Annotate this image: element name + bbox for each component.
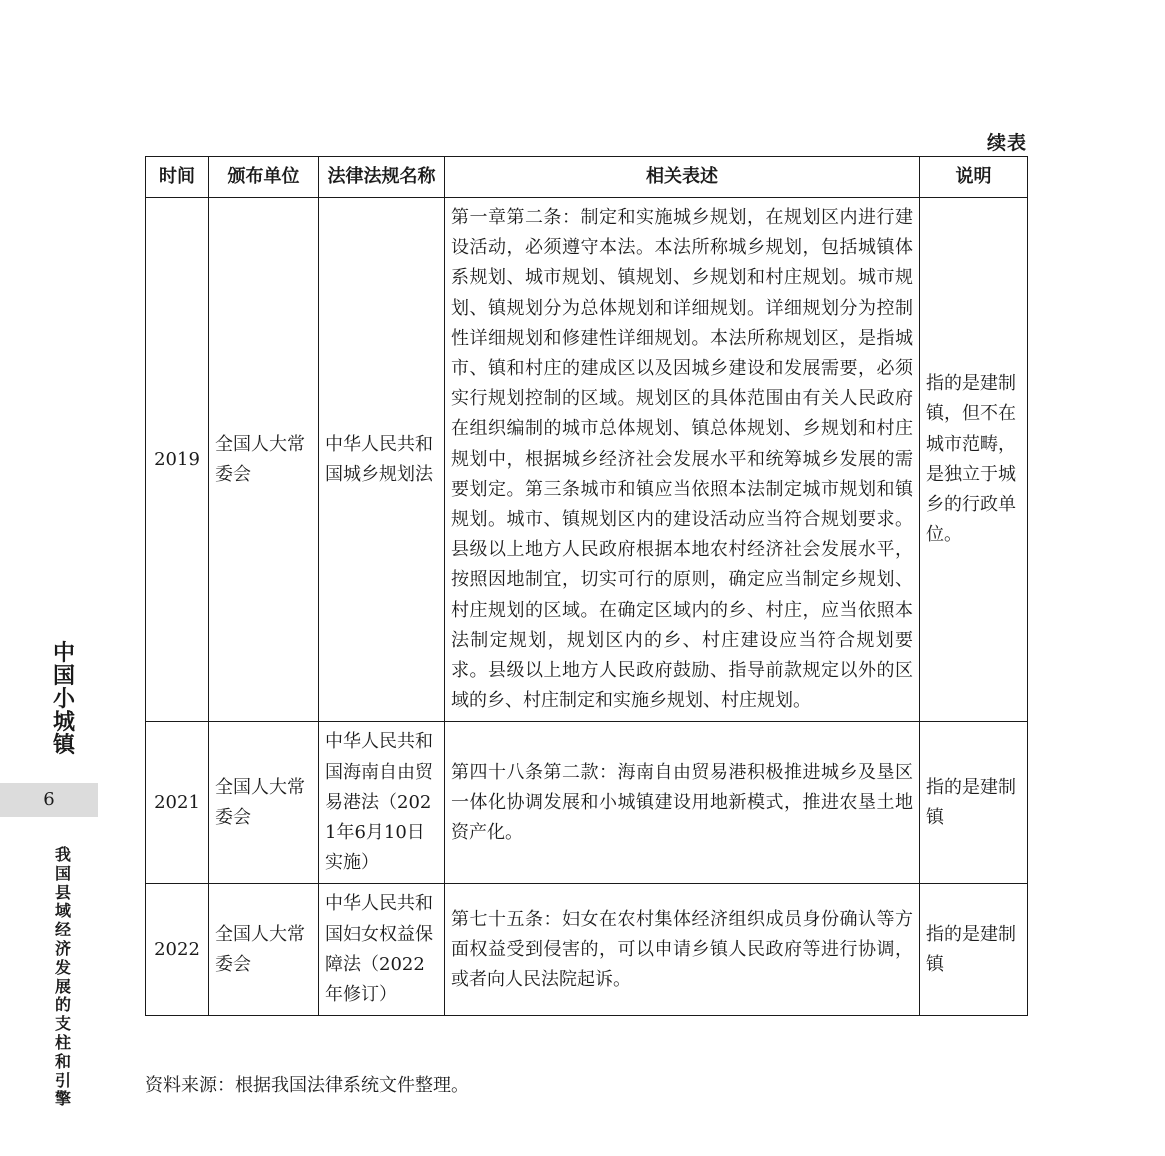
row-issuer: 全国人大常委会: [209, 198, 319, 722]
header-time: 时间: [146, 157, 209, 198]
row-year: 2021: [146, 722, 209, 884]
table-header-row: [146, 157, 1028, 198]
book-title-vertical: 中国小城镇: [52, 641, 75, 758]
row-law-name: 中华人民共和国海南自由贸易港法（2021年6月10日实施）: [319, 722, 445, 884]
row-note: 指的是建制镇: [920, 722, 1028, 884]
row-year: 2022: [146, 884, 209, 1016]
page-number: 6: [0, 783, 98, 817]
law-table: [145, 156, 1028, 1016]
row-law-name: 中华人民共和国城乡规划法: [319, 198, 445, 722]
table-row: [146, 884, 1028, 1016]
header-note: 说明: [920, 157, 1028, 198]
table-row: [146, 198, 1028, 722]
header-related-text: 相关表述: [445, 157, 920, 198]
continued-table-label: 续表: [986, 132, 1027, 154]
row-law-name: 中华人民共和国妇女权益保障法（2022年修订）: [319, 884, 445, 1016]
source-note: 资料来源：根据我国法律系统文件整理。: [145, 1075, 469, 1096]
row-issuer: 全国人大常委会: [209, 884, 319, 1016]
row-related-text: 第一章第二条：制定和实施城乡规划，在规划区内进行建设活动，必须遵守本法。本法所称城乡规划，包括城镇体系规划、城市规划、镇规划、乡规划和村庄规划。城市规划、镇规划分为总体规划和详细规划。详细规划分为控制性详细规划和修建性详细规划。本法所称规划区，是指城市、镇和村庄的建成区以及因城乡建设和发展需要，必须实行规划控制的区域。规划区的具体范围由有关人民政府在组织编制的城市总体规划、镇总体规划、乡规划和村庄规划中，根据城乡经济社会发展水平和统筹城乡发展的需要划定。第三条城市和镇应当依照本法制定城市规划和镇规划。城市、镇规划区内的建设活动应当符合规划要求。县级以上地方人民政府根据本地农村经济社会发展水平，按照因地制宜，切实可行的原则，确定应当制定乡规划、村庄规划的区域。在确定区域内的乡、村庄，应当依照本法制定规划，规划区内的乡、村庄建设应当符合规划要求。县级以上地方人民政府鼓励、指导前款规定以外的区域的乡、村庄制定和实施乡规划、村庄规划。: [445, 198, 920, 722]
row-related-text: 第七十五条：妇女在农村集体经济组织成员身份确认等方面权益受到侵害的，可以申请乡镇人民政府等进行协调，或者向人民法院起诉。: [445, 884, 920, 1016]
row-note: 指的是建制镇，但不在城市范畴，是独立于城乡的行政单位。: [920, 198, 1028, 722]
row-note: 指的是建制镇: [920, 884, 1028, 1016]
row-related-text: 第四十八条第二款：海南自由贸易港积极推进城乡及垦区一体化协调发展和小城镇建设用地新模式，推进农垦土地资产化。: [445, 722, 920, 884]
header-issuer: 颁布单位: [209, 157, 319, 198]
header-law-name: 法律法规名称: [319, 157, 445, 198]
book-subtitle-vertical: 我国县域经济发展的支柱和引擎: [54, 845, 71, 1109]
table-row: [146, 722, 1028, 884]
row-year: 2019: [146, 198, 209, 722]
row-issuer: 全国人大常委会: [209, 722, 319, 884]
